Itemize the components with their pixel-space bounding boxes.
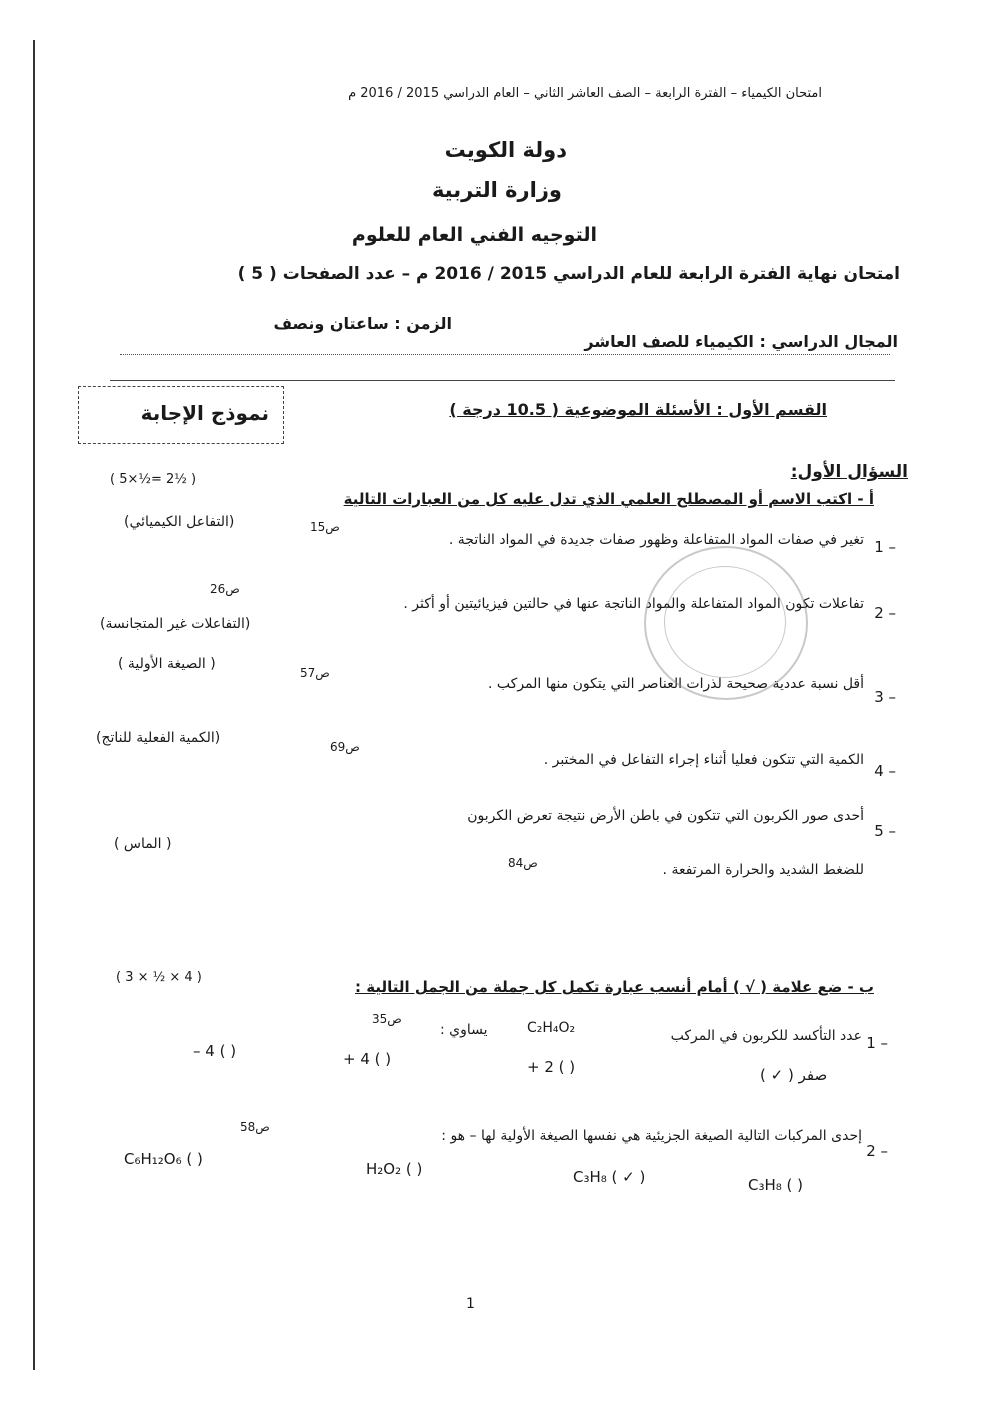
q1a-item-2-text: تفاعلات تكون المواد المتفاعلة والمواد الناتجة عنها في حالتين فيزيائيتين أو أكثر . [403,596,864,612]
q1b-item-1-option-2: + 2 ( ) [527,1058,576,1076]
header-divider-dotted [120,354,890,355]
q1b-item-1-formula: C₂H₄O₂ [527,1020,576,1036]
q1b-instruction: ب - ضع علامة ( √ ) أمام أنسب عبارة تكمل كل جملة من الجمل التالية : [355,978,874,996]
section-title: القسم الأول : الأسئلة الموضوعية ( 10.5 درجة ) [449,400,827,419]
q1b-item-1-page: ص35 [372,1012,402,1026]
q1b-item-2-option-2: C₃H₈ ( ✓ ) [573,1168,646,1186]
q1a-item-4-answer: (الكمية الفعلية للناتج) [96,730,221,746]
header-duration: الزمن : ساعتان ونصف [273,314,452,333]
q1-heading: السؤال الأول: [790,462,908,482]
q1b-item-2-option-3: H₂O₂ ( ) [366,1160,423,1178]
q1a-item-4-num: 4 – [874,762,896,780]
q1a-item-2-page: ص26 [210,582,240,596]
official-stamp-inner-ring [664,566,786,678]
header-supervision: التوجيه الفني العام للعلوم [351,224,597,246]
q1a-item-1-page: ص15 [310,520,340,534]
answer-model-label: نموذج الإجابة [140,401,269,425]
q1a-item-5-text-line2: للضغط الشديد والحرارة المرتفعة . [662,862,864,878]
q1a-item-5-page: ص84 [508,856,538,870]
q1a-item-3-text: أقل نسبة عددية صحيحة لذرات العناصر التي يتكون منها المركب . [488,676,864,692]
header-subject: المجال الدراسي : الكيمياء للصف العاشر [584,332,898,351]
answer-model-box [78,386,284,444]
q1b-item-1-option-1: صفر ( ✓ ) [760,1066,828,1084]
q1a-item-5-num: 5 – [874,822,896,840]
q1a-item-4-text: الكمية التي تتكون فعليا أثناء إجراء التفاعل في المختبر . [543,752,864,768]
q1a-item-3-answer: ( الصيغة الأولية ) [118,656,216,672]
page-number: 1 [466,1296,475,1312]
q1a-item-4-page: ص69 [330,740,360,754]
q1b-item-2-text: إحدى المركبات التالية الصيغة الجزيئية هي نفسها الصيغة الأولية لها – هو : [441,1128,862,1144]
q1a-item-2-answer: (التفاعلات غير المتجانسة) [100,616,251,632]
q1b-item-1-option-3: + 4 ( ) [343,1050,392,1068]
q1b-item-1-suffix: يساوي : [440,1022,488,1038]
header-country: دولة الكويت [444,138,567,162]
header-exam-title: امتحان نهاية الفترة الرابعة للعام الدراسي 2015 / 2016 م – عدد الصفحات ( 5 ) [237,264,900,284]
q1a-item-3-page: ص57 [300,666,330,680]
left-margin-line [33,40,35,1370]
q1b-item-1-num: 1 – [866,1034,888,1052]
q1b-item-2-option-4: C₆H₁₂O₆ ( ) [124,1150,203,1168]
q1b-item-2-page: ص58 [240,1120,270,1134]
q1a-item-5-text: أحدى صور الكربون التي تتكون في باطن الأرض نتيجة تعرض الكربون [467,808,864,824]
q1a-item-1-num: 1 – [874,538,896,556]
q1b-item-1-text: عدد التأكسد للكربون في المركب [670,1028,862,1044]
q1a-item-1-text: تغير في صفات المواد المتفاعلة وظهور صفات جديدة في المواد الناتجة . [448,532,864,548]
q1b-item-1-option-4: – 4 ( ) [193,1042,237,1060]
q1a-item-3-num: 3 – [874,688,896,706]
q1b-item-2-option-1: C₃H₈ ( ) [748,1176,804,1194]
header-top-line: امتحان الكيمياء – الفترة الرابعة – الصف العاشر الثاني – العام الدراسي 2015 / 2016 م [348,86,822,101]
q1b-item-2-num: 2 – [866,1142,888,1160]
header-divider-solid [110,380,895,381]
q1a-instruction: أ - اكتب الاسم أو المصطلح العلمي الذي تدل عليه كل من العبارات التالية [343,490,874,508]
q1a-item-1-answer: (التفاعل الكيميائي) [124,514,235,530]
q1a-item-5-answer: ( الماس ) [114,836,172,852]
q1a-item-2-num: 2 – [874,604,896,622]
q1a-marks: ( 5×½= 2½ ) [110,472,197,487]
q1b-marks: ( 3 × ½ × 4 ) [116,970,202,985]
header-ministry: وزارة التربية [431,178,562,202]
